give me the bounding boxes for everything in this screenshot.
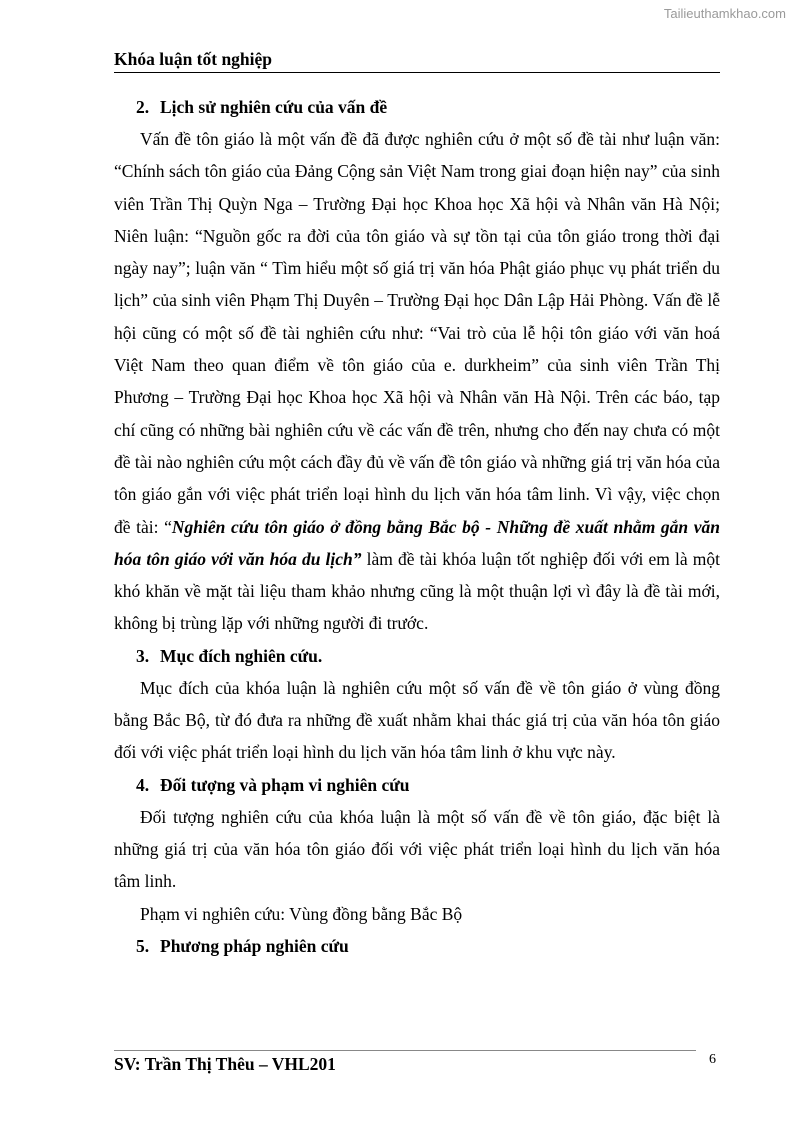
- footer-author: SV: Trần Thị Thêu – VHL201: [114, 1054, 336, 1074]
- section-title: Lịch sử nghiên cứu của vấn đề: [160, 97, 388, 117]
- section-2-paragraph: [114, 123, 720, 640]
- section-heading-3: [114, 640, 720, 672]
- section-title: Phương pháp nghiên cứu: [160, 935, 349, 956]
- page-number: 6: [709, 1052, 716, 1067]
- section-heading-2: [114, 91, 720, 123]
- footer-divider: [114, 1050, 696, 1051]
- section-title: Đối tượng và phạm vi nghiên cứu: [160, 774, 410, 795]
- paragraph-text: làm đề tài khóa luận tốt nghiệp đối với em là một khó khăn về mặt tài liệu tham khảo nhưng cũng là một thuận lợi vì đây là đề tài mới, không bị trùng lặp với những người đi trước.: [114, 548, 720, 634]
- thesis-title-emphasis: Nghiên cứu tôn giáo ở đồng bằng Bắc bộ - Những đề xuất nhằm gắn văn hóa tôn giáo với văn hóa du lịch”: [114, 516, 721, 569]
- section-number: 2.: [136, 97, 150, 117]
- section-4-paragraph: Đối tượng nghiên cứu của khóa luận là một số vấn đề về tôn giáo, đặc biệt là những giá trị của văn hóa tôn giáo đối với việc phát triển loại hình du lịch văn hóa tâm linh.: [114, 806, 720, 892]
- section-number: 4.: [136, 774, 150, 795]
- section-number: 3.: [136, 645, 150, 666]
- page-body: [114, 91, 720, 962]
- section-heading-4: [114, 769, 720, 801]
- watermark-text: Tailieuthamkhao.com: [663, 6, 786, 21]
- section-3-paragraph: Mục đích của khóa luận là nghiên cứu một số vấn đề về tôn giáo ở vùng đồng bằng Bắc Bộ, từ đó đưa ra những đề xuất nhằm khai thác giá trị của văn hóa tôn giáo đối với việc phát triển loại hình du lịch văn hóa tâm linh ở khu vực này.: [114, 677, 720, 763]
- paragraph-text: Vấn đề tôn giáo là một vấn đề đã được nghiên cứu ở một số đề tài như luận văn: “Chính sách tôn giáo của Đảng Cộng sản Việt Nam trong giai đoạn hiện nay” của sinh viên Trần Thị Quỳn Nga – Trường Đại học Khoa học Xã hội và Nhân văn Hà Nội; Niên luận: “Nguồn gốc ra đời của tôn giáo và sự tồn tại của tôn giáo trong thời đại ngày nay”; luận văn “ Tìm hiểu một số giá trị văn hóa Phật giáo phục vụ phát triển du lịch” của sinh viên Phạm Thị Duyên – Trường Đại học Dân Lập Hải Phòng. Vấn đề lễ hội cũng có một số đề tài nghiên cứu như: “Vai trò của lễ hội tôn giáo với văn hoá Việt Nam theo quan điểm về tôn giáo của e. durkheim” của sinh viên Trần Thị Phương – Trường Đại học Khoa học Xã hội và Nhân văn Hà Nội. Trên các báo, tạp chí cũng có những bài nghiên cứu về các vấn đề trên, nhưng cho đến nay chưa có một đề tài nào nghiên cứu một cách đầy đủ về vấn đề tôn giáo và những giá trị văn hóa của tôn giáo gắn với việc phát triển loại hình du lịch văn hóa tâm linh. Vì vậy, việc chọn đề tài: “: [114, 129, 720, 537]
- section-title: Mục đích nghiên cứu.: [160, 645, 323, 666]
- section-4-scope-paragraph: Phạm vi nghiên cứu: Vùng đồng bằng Bắc Bộ: [140, 903, 463, 924]
- document-header-title: Khóa luận tốt nghiệp: [114, 49, 273, 69]
- section-number: 5.: [136, 935, 150, 956]
- header-divider: [114, 72, 720, 73]
- section-heading-5: [114, 930, 720, 962]
